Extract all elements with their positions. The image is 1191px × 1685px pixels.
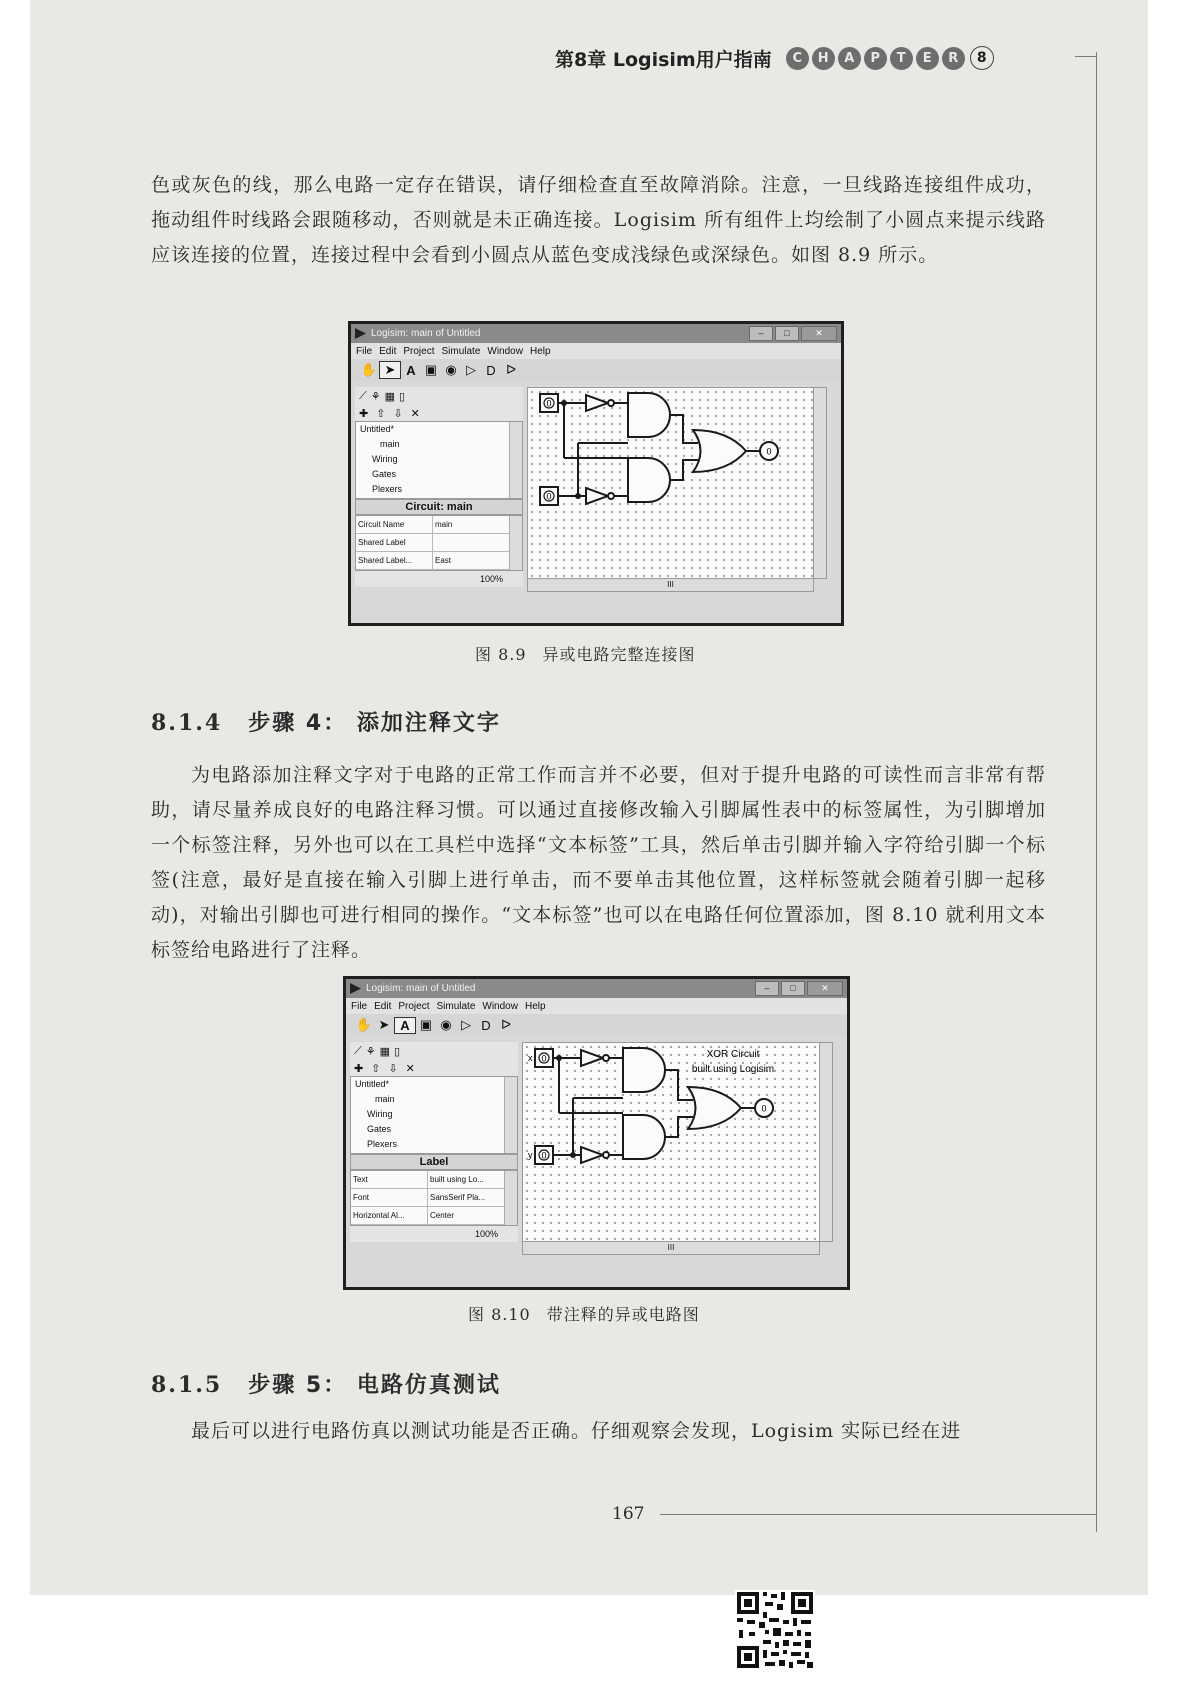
section-heading-8-1-5	[151, 1368, 501, 1399]
pin-y-value: 0	[546, 491, 552, 502]
zoom-control[interactable]: 100%	[474, 1229, 498, 1239]
pin-out-value: 0	[766, 446, 772, 457]
caption-number: 图 8.9	[475, 645, 527, 664]
canvas-vscroll[interactable]	[813, 387, 827, 579]
attr-key: Shared Label...	[356, 552, 433, 569]
figure-8-9-screenshot	[348, 321, 844, 626]
figure-8-10-screenshot	[343, 976, 850, 1290]
attr-value[interactable]: East	[435, 556, 452, 565]
poke-tool-icon[interactable]: ✋	[360, 362, 378, 377]
select-tool-icon[interactable]: ➤	[378, 1017, 390, 1032]
delete-icon[interactable]: ✕	[410, 407, 420, 420]
toolbar	[346, 1014, 847, 1036]
canvas-hscroll[interactable]: III	[527, 578, 814, 592]
menu-file[interactable]: File	[351, 1000, 368, 1012]
section-number: 8.1.5	[151, 1372, 223, 1398]
not-gate-icon[interactable]: ▷	[466, 362, 476, 377]
select-tool-icon[interactable]: ➤	[379, 361, 401, 379]
move-up-icon[interactable]: ⇧	[371, 1062, 381, 1075]
canvas-vscroll[interactable]	[819, 1042, 833, 1242]
menu-edit[interactable]: Edit	[374, 1000, 392, 1012]
tree-item-wiring[interactable]: Wiring	[372, 454, 398, 464]
pin-label-y: y	[528, 1150, 533, 1160]
menubar	[351, 343, 841, 359]
logisim-window	[351, 324, 841, 623]
circuit-icon[interactable]: ▦	[379, 1045, 390, 1058]
pin-out-value: 0	[761, 1103, 767, 1114]
menu-window[interactable]: Window	[482, 1000, 518, 1012]
tree-item-project[interactable]: Untitled*	[355, 1079, 390, 1089]
attr-value[interactable]: built using Lo...	[430, 1175, 484, 1184]
poke-tool-icon[interactable]: ✋	[355, 1017, 373, 1032]
and-gate-icon[interactable]: D	[486, 362, 496, 378]
running-header	[555, 40, 994, 76]
tree-item-plexers[interactable]: Plexers	[372, 484, 403, 494]
paragraph-3: 最后可以进行电路仿真以测试功能是否正确。仔细观察会发现，Logisim 实际已经在进	[191, 1420, 962, 1442]
explorer-tree	[350, 1076, 518, 1154]
chapter-letter: R	[942, 47, 965, 70]
chapter-letter: A	[838, 47, 861, 70]
attribute-table	[350, 1170, 518, 1226]
section-title: 步骤 5： 电路仿真测试	[248, 1373, 501, 1398]
section-heading-8-1-4	[151, 706, 501, 737]
tree-item-project[interactable]: Untitled*	[360, 424, 395, 434]
input-pin-icon[interactable]: ▣	[419, 1017, 433, 1032]
menu-simulate[interactable]: Simulate	[441, 345, 481, 357]
circuit-canvas[interactable]	[527, 387, 814, 579]
paragraph-2: 为电路添加注释文字对于电路的正常工作而言并不必要，但对于提升电路的可读性而言非常有帮助，请尽量养成良好的电路注释习惯。可以通过直接修改输入引脚属性表中的标签属性，为引脚增加一个标签注释，另外也可以在工具栏中选择“文本标签”工具，然后单击引脚并输入字符给引脚一个标签(注意，最好是直接在输入引脚上进行单击，而不要单击其他位置，这样标签就会随着引脚一起移动)，对输出引脚也可进行相同的操作。“文本标签”也可以在电路任何位置添加，图 8.10 就利用文本标签给电路进行了注释。	[151, 764, 1046, 961]
page-number: 167	[612, 1504, 645, 1524]
chapter-letter: E	[916, 47, 939, 70]
minimize-button[interactable]: –	[755, 981, 779, 996]
edit-layout-icon[interactable]: ⟋	[359, 389, 367, 402]
close-button[interactable]: ✕	[801, 326, 837, 341]
xor-circuit-diagram	[528, 388, 813, 578]
attribute-title: Circuit: main	[355, 499, 523, 515]
attr-key: Font	[351, 1189, 428, 1206]
note-line-2: built using Logisim	[691, 1064, 775, 1075]
pin-x-value: 0	[541, 1053, 547, 1064]
chapter-letter: T	[890, 47, 913, 70]
text-tool-icon[interactable]: A	[394, 1017, 416, 1034]
text-tool-icon[interactable]: A	[406, 362, 416, 378]
attr-value[interactable]: Center	[430, 1211, 455, 1220]
pin-y-value: 0	[541, 1150, 547, 1161]
output-pin-icon[interactable]: ◉	[445, 362, 457, 377]
move-up-icon[interactable]: ⇧	[376, 407, 386, 420]
attr-scrollbar[interactable]	[504, 1171, 517, 1225]
zoom-control[interactable]: 100%	[479, 574, 503, 584]
chapter-letter: P	[864, 47, 887, 70]
minimize-button[interactable]: –	[749, 326, 773, 341]
or-gate-icon[interactable]: ᐅ	[506, 362, 516, 377]
attr-key: Text	[351, 1171, 428, 1188]
attr-key: Horizontal Al...	[351, 1207, 428, 1224]
window-titlebar	[346, 979, 847, 998]
move-down-icon[interactable]: ⇩	[393, 407, 403, 420]
window-titlebar	[351, 324, 841, 343]
menubar	[346, 998, 847, 1014]
circuit-icon[interactable]: ▦	[384, 390, 395, 403]
menu-simulate[interactable]: Simulate	[436, 1000, 476, 1012]
footer-rule	[660, 1514, 1097, 1515]
window-title: Logisim: main of Untitled	[371, 328, 481, 339]
attr-value[interactable]: SansSerif Pla...	[430, 1193, 486, 1202]
pin-label-x: x	[528, 1053, 533, 1063]
explorer-pane	[350, 1042, 518, 1242]
canvas-hscroll[interactable]: III	[522, 1241, 820, 1255]
attr-scrollbar[interactable]	[509, 516, 522, 570]
move-down-icon[interactable]: ⇩	[388, 1062, 398, 1075]
and-gate-icon[interactable]: D	[481, 1017, 491, 1033]
circuit-canvas[interactable]	[522, 1042, 820, 1242]
tree-item-wiring[interactable]: Wiring	[367, 1109, 393, 1119]
attr-key: Circuit Name	[356, 516, 433, 533]
maximize-button[interactable]: □	[775, 326, 799, 341]
document-icon[interactable]: ▯	[393, 1045, 401, 1058]
logisim-app-icon	[350, 983, 361, 994]
tree-item-plexers[interactable]: Plexers	[367, 1139, 398, 1149]
xor-circuit-diagram	[523, 1043, 819, 1241]
section-number: 8.1.4	[151, 710, 223, 736]
figure-8-9-caption	[475, 642, 696, 665]
menu-project[interactable]: Project	[403, 345, 435, 357]
menu-help[interactable]: Help	[529, 345, 551, 357]
logisim-app-icon	[355, 328, 366, 339]
tree-item-gates[interactable]: Gates	[372, 469, 397, 479]
attribute-table	[355, 515, 523, 571]
window-title: Logisim: main of Untitled	[366, 983, 476, 994]
tree-item-gates[interactable]: Gates	[367, 1124, 392, 1134]
chapter-number: 8	[970, 46, 994, 70]
margin-rule	[1096, 52, 1097, 1532]
attr-key: Shared Label	[356, 534, 433, 551]
attr-value[interactable]: main	[435, 520, 453, 529]
tree-item-main[interactable]: main	[375, 1094, 395, 1104]
maximize-button[interactable]: □	[781, 981, 805, 996]
figure-8-10-caption	[468, 1302, 700, 1325]
chapter-letter: H	[812, 47, 835, 70]
tree-item-main[interactable]: main	[380, 439, 400, 449]
explorer-pane	[355, 387, 523, 587]
caption-text: 带注释的异或电路图	[546, 1305, 700, 1324]
caption-text: 异或电路完整连接图	[542, 645, 696, 664]
pin-x-value: 0	[546, 398, 552, 409]
add-circuit-icon[interactable]: ✚	[354, 1062, 364, 1075]
logisim-window	[346, 979, 847, 1287]
header-title: 第8章 Logisim用户指南	[555, 48, 772, 71]
menu-file[interactable]: File	[356, 345, 373, 357]
output-pin-icon[interactable]: ◉	[440, 1017, 452, 1032]
edit-layout-icon[interactable]: ⟋	[354, 1044, 362, 1057]
tree-scrollbar[interactable]	[509, 422, 522, 498]
caption-number: 图 8.10	[468, 1305, 531, 1324]
explorer-tree	[355, 421, 523, 499]
input-pin-icon[interactable]: ▣	[424, 362, 438, 377]
section-title: 步骤 4： 添加注释文字	[248, 711, 501, 736]
attribute-title: Label	[350, 1154, 518, 1170]
appearance-icon[interactable]: ⚘	[370, 390, 381, 403]
note-line-1: XOR Circuit	[706, 1049, 760, 1060]
toolbar	[351, 359, 841, 381]
menu-project[interactable]: Project	[398, 1000, 430, 1012]
delete-icon[interactable]: ✕	[405, 1062, 415, 1075]
menu-edit[interactable]: Edit	[379, 345, 397, 357]
or-gate-icon[interactable]: ᐅ	[501, 1017, 511, 1032]
close-button[interactable]: ✕	[807, 981, 843, 996]
tree-scrollbar[interactable]	[504, 1077, 517, 1153]
chapter-badges	[786, 47, 968, 70]
not-gate-icon[interactable]: ▷	[461, 1017, 471, 1032]
appearance-icon[interactable]: ⚘	[365, 1045, 376, 1058]
menu-help[interactable]: Help	[524, 1000, 546, 1012]
chapter-letter: C	[786, 47, 809, 70]
header-rule	[1075, 56, 1097, 57]
qr-code	[735, 1590, 815, 1670]
paragraph-1: 色或灰色的线，那么电路一定存在错误，请仔细检查直至故障消除。注意，一旦线路连接组件成功，拖动组件时线路会跟随移动，否则就是未正确连接。Logisim 所有组件上均绘制了小圆点来提示线路应该连接的位置，连接过程中会看到小圆点从蓝色变成浅绿色或深绿色。如图 8.9 所示。	[151, 174, 1046, 266]
add-circuit-icon[interactable]: ✚	[359, 407, 369, 420]
document-icon[interactable]: ▯	[398, 390, 406, 403]
menu-window[interactable]: Window	[487, 345, 523, 357]
